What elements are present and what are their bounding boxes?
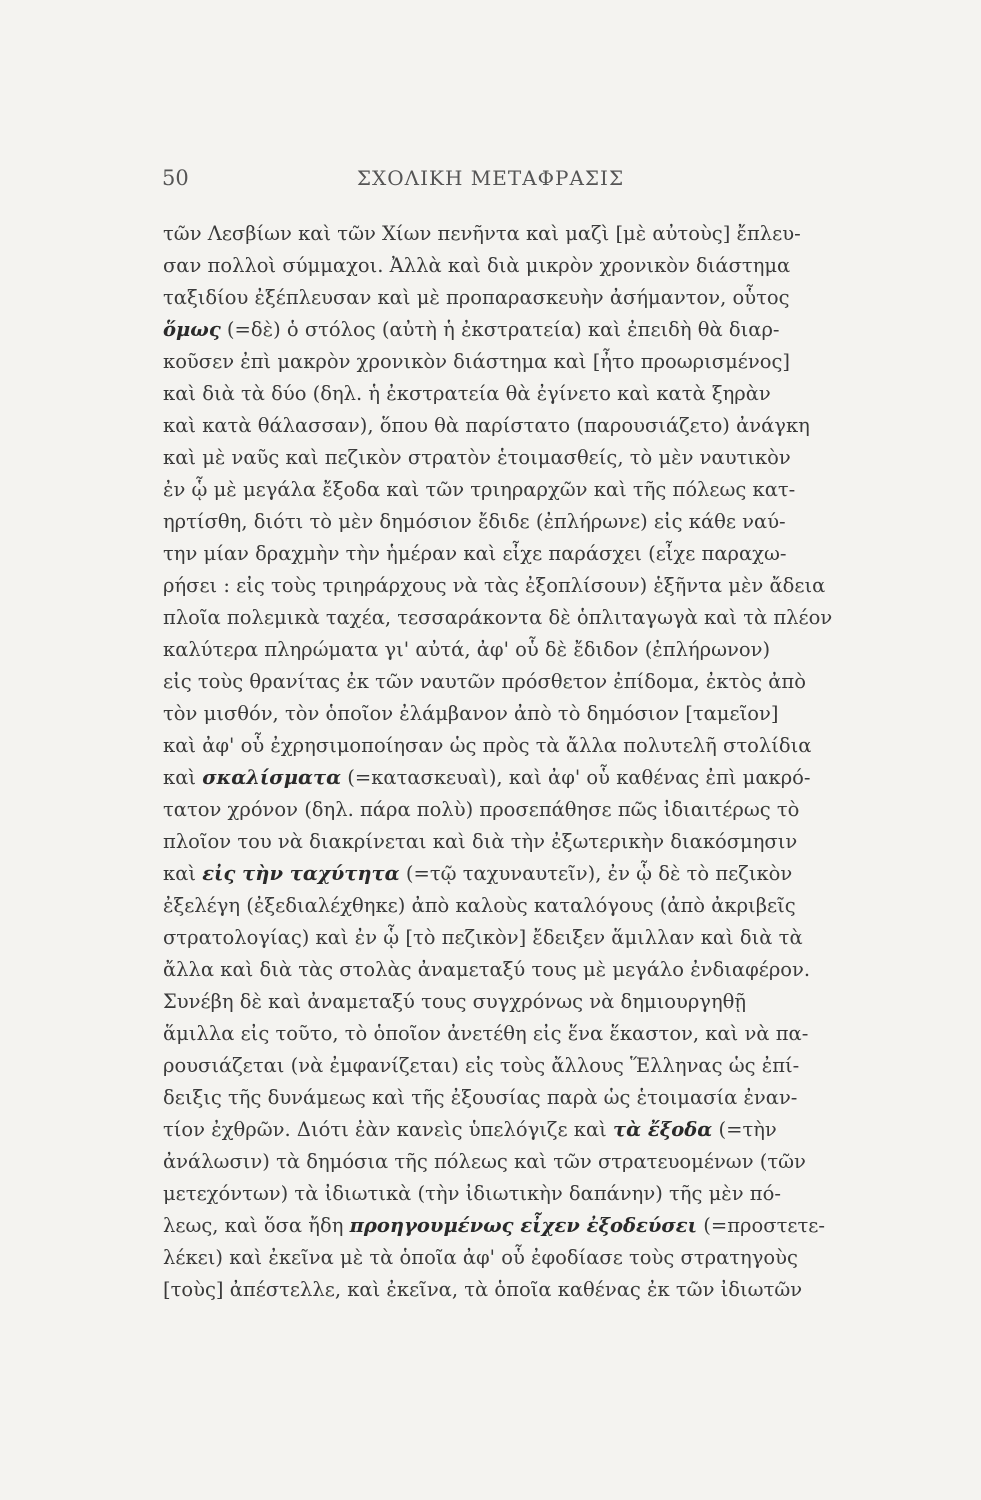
- text-segment: (=τῷ ταχυναυτεῖν), ἐν ᾧ δὲ τὸ πεζικὸν: [399, 862, 793, 885]
- text-line: [163, 1050, 883, 1082]
- text-segment: Συνέβη δὲ καὶ ἀναμεταξύ τους συγχρόνως νὰ δημιουργηθῇ: [163, 990, 747, 1013]
- text-line: [163, 218, 883, 250]
- text-line: [163, 762, 883, 794]
- emphasized-term: προηγουμένως εἶχεν ἐξοδεύσει: [349, 1214, 698, 1237]
- text-segment: κοῦσεν ἐπὶ μακρὸν χρονικὸν διάστημα καὶ [ἦτο προωρισμένος]: [163, 350, 790, 373]
- text-line: [163, 378, 883, 410]
- emphasized-term: εἰς τὴν ταχύτητα: [202, 862, 400, 885]
- text-segment: καλύτερα πληρώματα γι' αὐτά, ἀφ' οὗ δὲ ἔδιδον (ἐπλήρωνον): [163, 638, 771, 661]
- text-line: [163, 794, 883, 826]
- text-line: [163, 1146, 883, 1178]
- text-line: [163, 282, 883, 314]
- text-segment: σαν πολλοὶ σύμμαχοι. Ἀλλὰ καὶ διὰ μικρὸν χρονικὸν διάστημα: [163, 254, 791, 277]
- text-segment: εἰς τοὺς θρανίτας ἐκ τῶν ναυτῶν πρόσθετον ἐπίδομα, ἐκτὸς ἀπὸ: [163, 670, 806, 693]
- text-line: [163, 474, 883, 506]
- text-line: [163, 890, 883, 922]
- text-segment: τίον ἐχθρῶν. Διότι ἐὰν κανεὶς ὑπελόγιζε καὶ: [163, 1118, 613, 1141]
- text-segment: ἐξελέγη (ἐξεδιαλέχθηκε) ἀπὸ καλοὺς καταλόγους (ἀπὸ ἀκριβεῖς: [163, 894, 796, 917]
- text-line: [163, 314, 883, 346]
- text-line: [163, 666, 883, 698]
- text-line: [163, 442, 883, 474]
- text-segment: τὸν μισθόν, τὸν ὁποῖον ἐλάμβανον ἀπὸ τὸ δημόσιον [ταμεῖον]: [163, 702, 779, 725]
- text-segment: [τοὺς] ἀπέστελλε, καὶ ἐκεῖνα, τὰ ὁποῖα καθένας ἐκ τῶν ἰδιωτῶν: [163, 1278, 803, 1301]
- text-segment: ρουσιάζεται (νὰ ἐμφανίζεται) εἰς τοὺς ἄλλους Ἕλληνας ὡς ἐπί-: [163, 1054, 800, 1077]
- text-line: [163, 1210, 883, 1242]
- text-segment: ἀνάλωσιν) τὰ δημόσια τῆς πόλεως καὶ τῶν στρατευομένων (τῶν: [163, 1150, 806, 1173]
- text-segment: ἅμιλλα εἰς τοῦτο, τὸ ὁποῖον ἀνετέθη εἰς ἕνα ἕκαστον, καὶ νὰ πα-: [163, 1022, 809, 1045]
- text-segment: ταξιδίου ἐξέπλευσαν καὶ μὲ προπαρασκευὴν ἀσήμαντον, οὗτος: [163, 286, 790, 309]
- text-line: [163, 1242, 883, 1274]
- text-line: [163, 1018, 883, 1050]
- text-line: [163, 1178, 883, 1210]
- text-segment: ρήσει : εἰς τοὺς τριηράρχους νὰ τὰς ἐξοπλίσουν) ἑξῆντα μὲν ἄδεια: [163, 574, 826, 597]
- text-segment: μετεχόντων) τὰ ἰδιωτικὰ (τὴν ἰδιωτικὴν δαπάνην) τῆς μὲν πό-: [163, 1182, 781, 1205]
- emphasized-term: τὰ ἔξοδα: [612, 1118, 713, 1141]
- text-segment: δειξις τῆς δυνάμεως καὶ τῆς ἐξουσίας παρὰ ὡς ἑτοιμασία ἐναν-: [163, 1086, 798, 1109]
- text-line: [163, 506, 883, 538]
- text-segment: καὶ κατὰ θάλασσαν), ὅπου θὰ παρίστατο (παρουσιάζετο) ἀνάγκη: [163, 414, 810, 437]
- text-segment: λεως, καὶ ὅσα ἤδη: [163, 1214, 350, 1237]
- text-segment: καὶ ἀφ' οὗ ἐχρησιμοποίησαν ὡς πρὸς τὰ ἄλλα πολυτελῆ στολίδια: [163, 734, 812, 757]
- text-line: [163, 826, 883, 858]
- text-segment: (=δὲ) ὁ στόλος (αὐτὴ ἡ ἐκστρατεία) καὶ ἐπειδὴ θὰ διαρ-: [220, 318, 780, 341]
- text-line: [163, 570, 883, 602]
- emphasized-term: σκαλίσματα: [202, 766, 342, 789]
- text-segment: ἄλλα καὶ διὰ τὰς στολὰς ἀναμεταξύ τους μὲ μεγάλο ἐνδιαφέρον.: [163, 958, 811, 981]
- text-segment: (=προστετε-: [697, 1214, 825, 1237]
- text-segment: την μίαν δραχμὴν τὴν ἡμέραν καὶ εἶχε παράσχει (εἶχε παραχω-: [163, 542, 787, 565]
- text-segment: λέκει) καὶ ἐκεῖνα μὲ τὰ ὁποῖα ἀφ' οὗ ἐφοδίασε τοὺς στρατηγοὺς: [163, 1246, 798, 1269]
- text-segment: (=κατασκευαὶ), καὶ ἀφ' οὗ καθένας ἐπὶ μακρό-: [341, 766, 811, 789]
- text-line: [163, 922, 883, 954]
- text-line: [163, 730, 883, 762]
- text-line: [163, 1082, 883, 1114]
- text-line: [163, 346, 883, 378]
- text-segment: καὶ μὲ ναῦς καὶ πεζικὸν στρατὸν ἑτοιμασθείς, τὸ μὲν ναυτικὸν: [163, 446, 791, 469]
- body-text: [163, 218, 883, 1306]
- text-segment: πλοῖα πολεμικὰ ταχέα, τεσσαράκοντα δὲ ὁπλιταγωγὰ καὶ τὰ πλέον: [163, 606, 833, 629]
- text-segment: καὶ: [163, 862, 203, 885]
- text-segment: τῶν Λεσβίων καὶ τῶν Χίων πενῆντα καὶ μαζὶ [μὲ αὐτοὺς] ἔπλευ-: [163, 222, 801, 245]
- text-segment: ηρτίσθη, διότι τὸ μὲν δημόσιον ἔδιδε (ἐπλήρωνε) εἰς κάθε ναύ-: [163, 510, 786, 533]
- text-line: [163, 1274, 883, 1306]
- text-line: [163, 986, 883, 1018]
- text-line: [163, 698, 883, 730]
- text-line: [163, 410, 883, 442]
- text-segment: πλοῖον του νὰ διακρίνεται καὶ διὰ τὴν ἐξωτερικὴν διακόσμησιν: [163, 830, 798, 853]
- text-segment: στρατολογίας) καὶ ἐν ᾧ [τὸ πεζικὸν] ἔδειξεν ἅμιλλαν καὶ διὰ τὰ: [163, 926, 803, 949]
- text-segment: τατον χρόνον (δηλ. πάρα πολὺ) προσεπάθησε πῶς ἰδιαιτέρως τὸ: [163, 798, 800, 821]
- text-segment: καὶ διὰ τὰ δύο (δηλ. ἡ ἐκστρατεία θὰ ἐγίνετο καὶ κατὰ ξηρὰν: [163, 382, 771, 405]
- running-head: ΣΧΟΛΙΚΗ ΜΕΤΑΦΡΑΣΙΣ: [356, 166, 625, 190]
- text-line: [163, 954, 883, 986]
- page-number: 50: [162, 166, 189, 190]
- text-segment: καὶ: [163, 766, 203, 789]
- text-segment: (=τὴν: [712, 1118, 777, 1141]
- text-line: [163, 250, 883, 282]
- text-line: [163, 1114, 883, 1146]
- emphasized-term: ὅμως: [163, 318, 221, 341]
- text-line: [163, 634, 883, 666]
- text-line: [163, 602, 883, 634]
- text-segment: ἐν ᾧ μὲ μεγάλα ἔξοδα καὶ τῶν τριηραρχῶν καὶ τῆς πόλεως κατ-: [163, 478, 796, 501]
- text-line: [163, 858, 883, 890]
- text-line: [163, 538, 883, 570]
